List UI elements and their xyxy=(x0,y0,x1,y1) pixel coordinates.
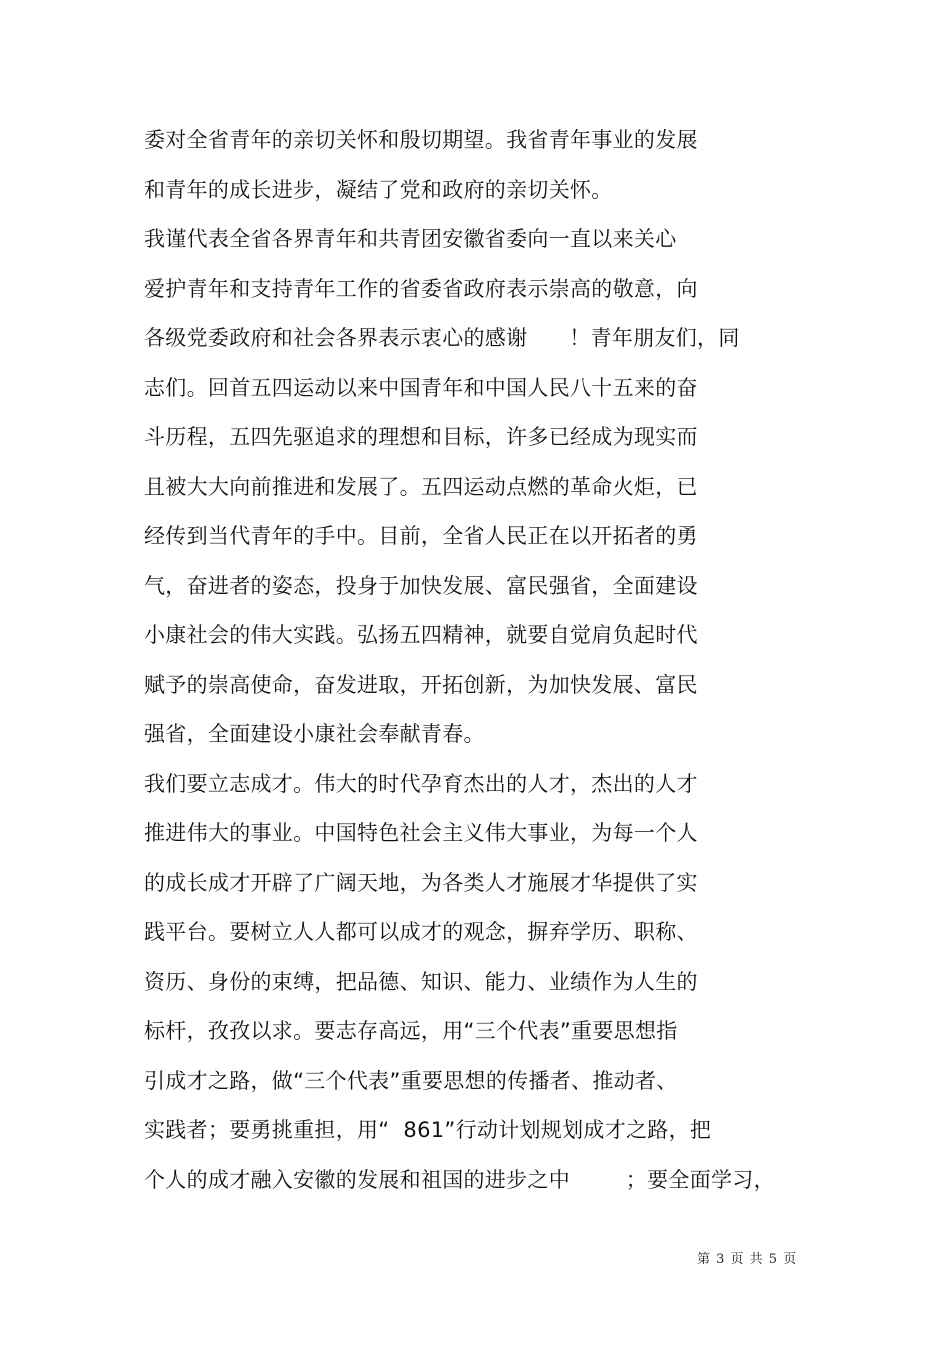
text-line: 各级党委政府和社会各界表示衷心的感谢 ！青年朋友们，同 xyxy=(144,326,740,350)
body-text xyxy=(144,122,824,1211)
text-line: 且被大大向前推进和发展了。五四运动点燃的革命火炬，已 xyxy=(144,474,698,499)
text-line: 经传到当代青年的手中。目前，全省人民正在以开拓者的勇 xyxy=(144,524,698,548)
text-line: 气，奋进者的姿态，投身于加快发展、富民强省，全面建设 xyxy=(144,573,698,598)
text-line: 强省，全面建设小康社会奉献青春。 xyxy=(144,722,485,746)
text-line: 爱护青年和支持青年工作的省委省政府表示崇高的敬意，向 xyxy=(144,276,698,301)
text-line: 赋予的崇高使命，奋发进取，开拓创新，为加快发展、富民 xyxy=(144,672,698,697)
text-line: 我谨代表全省各界青年和共青团安徽省委向一直以来关心 xyxy=(144,227,677,251)
text-line: 斗历程，五四先驱追求的理想和目标，许多已经成为现实而 xyxy=(144,425,698,449)
text-line: 我们要立志成才。伟大的时代孕育杰出的人才，杰出的人才 xyxy=(144,771,698,796)
text-line: 践平台。要树立人人都可以成才的观念，摒弃学历、职称、 xyxy=(144,920,698,944)
text-line: 的成长成才开辟了广阔天地，为各类人才施展才华提供了实 xyxy=(144,870,698,895)
text-line: 资历、身份的束缚，把品德、知识、能力、业绩作为人生的 xyxy=(144,969,698,994)
text-line: 实践者；要勇挑重担，用“ 861”行动计划规划成才之路，把 xyxy=(144,1118,712,1142)
text-line: 标杆，孜孜以求。要志存高远，用“三个代表”重要思想指 xyxy=(144,1019,678,1043)
text-line: 推进伟大的事业。中国特色社会主义伟大事业，为每一个人 xyxy=(144,821,698,845)
page-number: 第 3 页 共 5 页 xyxy=(697,1252,798,1267)
text-line: 委对全省青年的亲切关怀和殷切期望。我省青年事业的发展 xyxy=(144,128,698,152)
text-line: 个人的成才融入安徽的发展和祖国的进步之中 ；要全面学习， xyxy=(144,1167,775,1192)
text-line: 引成才之路，做“三个代表”重要思想的传播者、推动者、 xyxy=(144,1068,678,1093)
text-line: 小康社会的伟大实践。弘扬五四精神，就要自觉肩负起时代 xyxy=(144,623,698,647)
text-line: 和青年的成长进步，凝结了党和政府的亲切关怀。 xyxy=(144,177,613,202)
text-line: 志们。回首五四运动以来中国青年和中国人民八十五来的奋 xyxy=(144,375,698,400)
